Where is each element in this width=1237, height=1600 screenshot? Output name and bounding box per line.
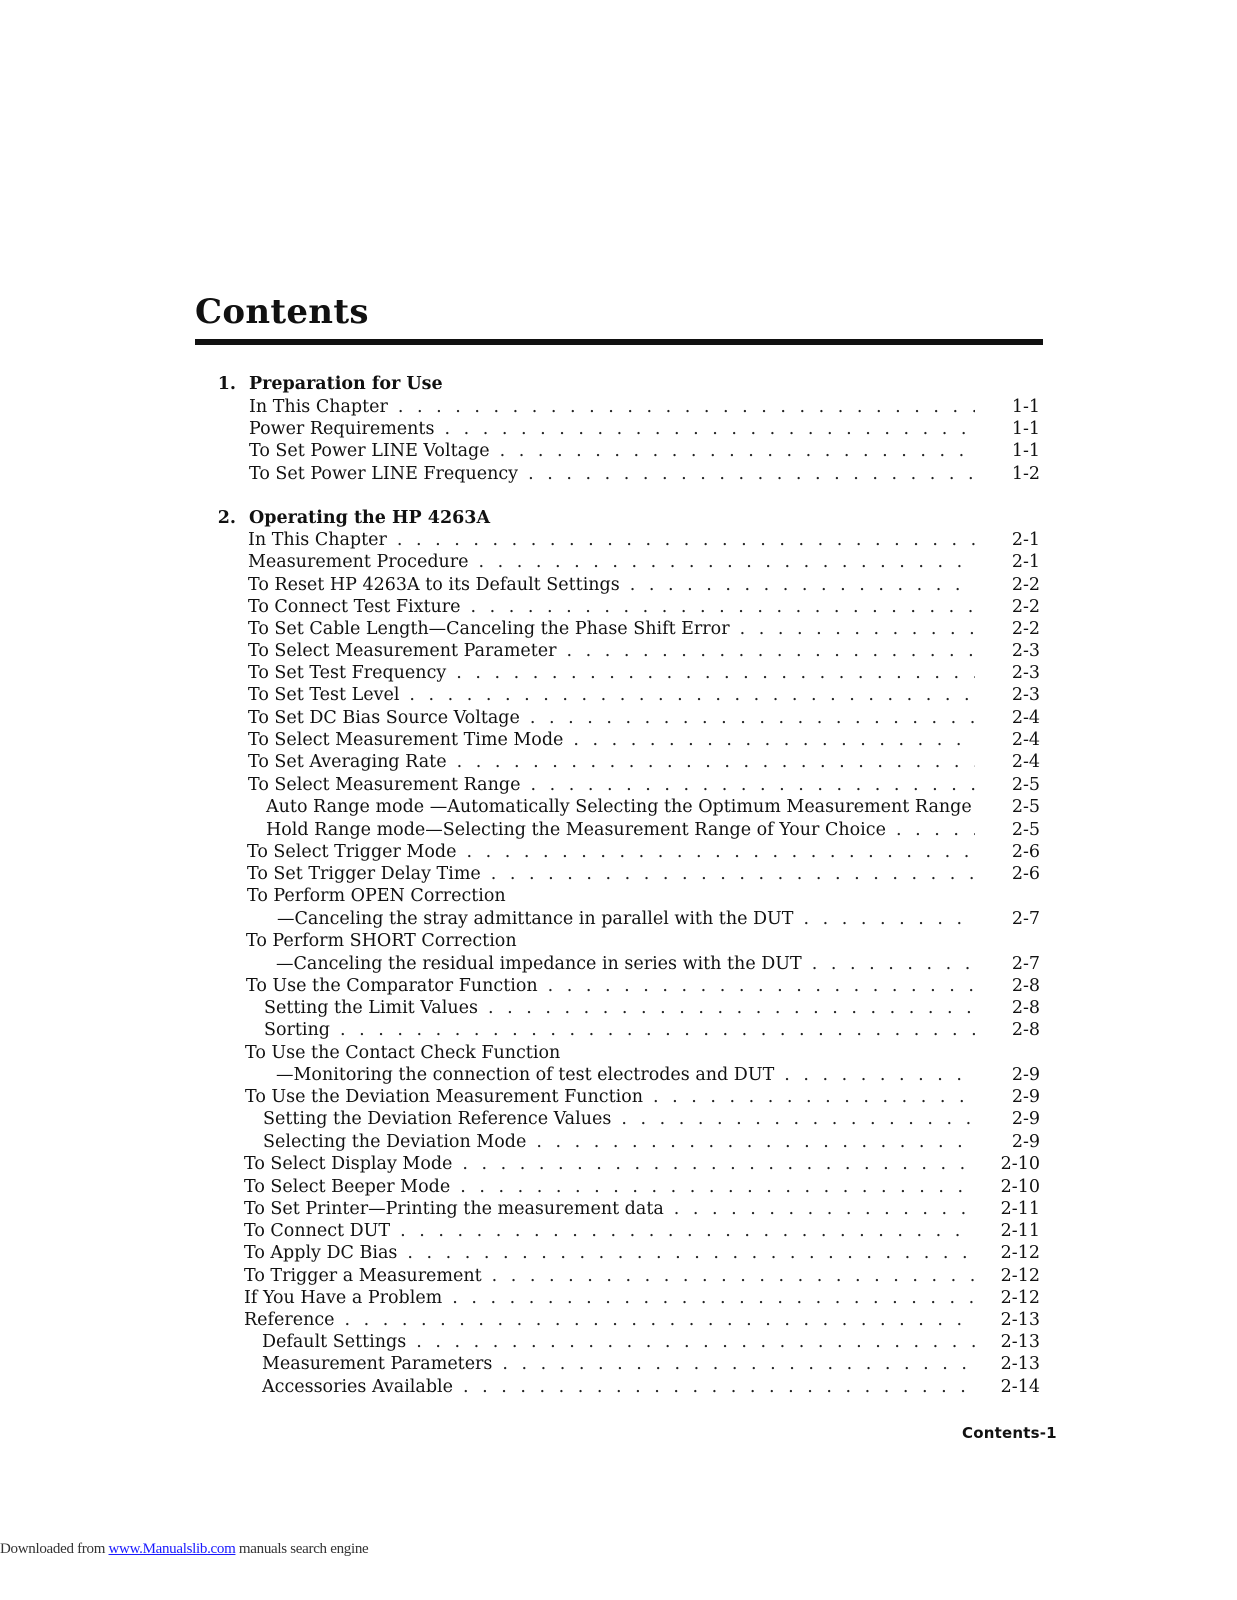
toc-entry-label: To Apply DC Bias <box>244 1242 403 1264</box>
dot-leader <box>496 440 975 462</box>
dot-leader <box>498 1353 975 1375</box>
toc-entry-page: 2-7 <box>1011 909 1040 929</box>
toc-entry[interactable] <box>0 418 1237 440</box>
dot-leader <box>448 1287 975 1309</box>
toc-entry[interactable] <box>0 1242 1237 1264</box>
toc-entry[interactable] <box>0 640 1237 662</box>
dot-leader <box>526 707 975 729</box>
dot-leader <box>563 640 975 662</box>
toc-entry-label: To Reset HP 4263A to its Default Settings <box>248 574 626 596</box>
toc-entry-page: 2-14 <box>1000 1377 1040 1397</box>
toc-entry[interactable] <box>0 885 1237 907</box>
toc-entry[interactable] <box>0 863 1237 885</box>
toc-entry-page: 1-1 <box>1011 419 1040 439</box>
dot-leader <box>405 684 975 706</box>
toc-entry[interactable] <box>0 841 1237 863</box>
toc-entry[interactable] <box>0 596 1237 618</box>
toc-entry[interactable] <box>0 1331 1237 1353</box>
toc-entry-page: 2-4 <box>1011 752 1040 772</box>
toc-entry[interactable] <box>0 908 1237 930</box>
toc-entry-label: To Select Beeper Mode <box>244 1176 456 1198</box>
toc-entry-label: To Perform SHORT Correction <box>246 930 523 952</box>
title-rule <box>195 339 1043 345</box>
toc-entry-page: 2-10 <box>1000 1154 1040 1174</box>
toc-entry-page: 2-5 <box>1011 775 1040 795</box>
dot-leader <box>569 729 975 751</box>
toc-entry-label: If You Have a Problem <box>244 1287 448 1309</box>
dot-leader <box>393 529 975 551</box>
toc-entry-label: To Use the Contact Check Function <box>245 1042 566 1064</box>
toc-entry-label: To Connect DUT <box>244 1220 396 1242</box>
toc-entry-label: Accessories Available <box>262 1376 459 1398</box>
toc-entry[interactable] <box>0 997 1237 1019</box>
toc-entry[interactable] <box>0 684 1237 706</box>
toc-entry-page: 2-12 <box>1000 1243 1040 1263</box>
toc-entry-label: To Set Printer—Printing the measurement data <box>244 1198 670 1220</box>
toc-entry[interactable] <box>0 1309 1237 1331</box>
toc-entry-page: 2-4 <box>1011 730 1040 750</box>
toc-entry[interactable] <box>0 1042 1237 1064</box>
toc-entry-label: Setting the Deviation Reference Values <box>263 1108 617 1130</box>
dot-leader <box>892 819 975 841</box>
toc-entry[interactable] <box>0 396 1237 418</box>
toc-entry[interactable] <box>0 440 1237 462</box>
dot-leader <box>459 1376 975 1398</box>
toc-entry-label: Auto Range mode —Automatically Selecting the Optimum Measurement Range <box>266 796 978 818</box>
toc-entry-page: 2-3 <box>1011 641 1040 661</box>
toc-entry[interactable] <box>0 819 1237 841</box>
dot-leader <box>440 418 975 440</box>
toc-entry[interactable] <box>0 1064 1237 1086</box>
dot-leader <box>487 863 975 885</box>
dot-leader <box>484 997 975 1019</box>
toc-entry[interactable] <box>0 729 1237 751</box>
download-note <box>0 1541 368 1558</box>
toc-entry-label: In This Chapter <box>248 529 393 551</box>
toc-entry-label: Setting the Limit Values <box>264 997 484 1019</box>
toc-entry-label: To Select Measurement Time Mode <box>248 729 569 751</box>
toc-entry-page: 2-8 <box>1011 998 1040 1018</box>
dot-leader <box>467 596 975 618</box>
toc-entry-label: To Select Measurement Parameter <box>248 640 563 662</box>
toc-entry-page: 2-5 <box>1011 820 1040 840</box>
dot-leader <box>526 774 975 796</box>
dot-leader <box>649 1086 975 1108</box>
toc-entry-label: To Select Trigger Mode <box>247 841 462 863</box>
toc-entry-label: To Set DC Bias Source Voltage <box>248 707 526 729</box>
toc-entry-page: 2-2 <box>1011 597 1040 617</box>
toc-entry[interactable] <box>0 707 1237 729</box>
download-prefix: Downloaded from <box>0 1541 109 1557</box>
toc-entry-page: 2-2 <box>1011 575 1040 595</box>
dot-leader <box>394 396 975 418</box>
toc-entry-label: To Use the Comparator Function <box>246 975 544 997</box>
toc-entry-label: To Set Cable Length—Canceling the Phase Shift Error <box>248 618 736 640</box>
toc-entry[interactable] <box>0 1086 1237 1108</box>
toc-entry-page: 2-12 <box>1000 1288 1040 1308</box>
toc-entry-page: 1-2 <box>1011 464 1040 484</box>
dot-leader <box>524 463 975 485</box>
toc-entry-page: 2-3 <box>1011 685 1040 705</box>
toc-entry[interactable] <box>0 1176 1237 1198</box>
toc-entry-label: To Set Averaging Rate <box>248 751 453 773</box>
toc-entry[interactable] <box>0 551 1237 573</box>
toc-entry-page: 2-13 <box>1000 1310 1040 1330</box>
dot-leader <box>544 975 975 997</box>
toc-entry[interactable] <box>0 1131 1237 1153</box>
toc-entry-page: 2-1 <box>1011 530 1040 550</box>
toc-entry-label: To Set Power LINE Frequency <box>249 463 524 485</box>
toc-entry-page: 2-9 <box>1011 1087 1040 1107</box>
chapter-title[interactable]: Operating the HP 4263A <box>249 508 491 528</box>
toc-entry[interactable] <box>0 774 1237 796</box>
toc-entry-page: 2-7 <box>1011 954 1040 974</box>
dot-leader <box>336 1019 975 1041</box>
dot-leader <box>462 841 975 863</box>
toc-entry-label: To Perform OPEN Correction <box>247 885 512 907</box>
toc-entry[interactable] <box>0 662 1237 684</box>
toc-entry-label: Default Settings <box>262 1331 412 1353</box>
toc-entry-label: —Monitoring the connection of test electrodes and DUT <box>276 1064 780 1086</box>
toc-entry[interactable] <box>0 1353 1237 1375</box>
toc-entry-page: 2-10 <box>1000 1177 1040 1197</box>
toc-entry-page: 2-8 <box>1011 1020 1040 1040</box>
toc-entry-page: 2-3 <box>1011 663 1040 683</box>
toc-entry-label: —Canceling the residual impedance in series with the DUT <box>276 953 808 975</box>
toc-entry[interactable] <box>0 751 1237 773</box>
dot-leader <box>403 1242 975 1264</box>
dot-leader <box>475 551 975 573</box>
toc-entry[interactable] <box>0 930 1237 952</box>
toc-entry-label: Measurement Parameters <box>262 1353 498 1375</box>
toc-entry-page: 1-1 <box>1011 397 1040 417</box>
toc-entry[interactable] <box>0 574 1237 596</box>
toc-entry-page: 2-9 <box>1011 1132 1040 1152</box>
dot-leader <box>626 574 975 596</box>
dot-leader <box>412 1331 975 1353</box>
toc-entry-label: In This Chapter <box>249 396 394 418</box>
toc-entry[interactable] <box>0 1376 1237 1398</box>
chapter-number: 1. <box>217 374 236 394</box>
toc-entry-label: To Set Trigger Delay Time <box>247 863 487 885</box>
dot-leader <box>458 1153 975 1175</box>
dot-leader <box>736 618 975 640</box>
toc-entry-label: Power Requirements <box>249 418 440 440</box>
toc-entry-page: 2-12 <box>1000 1266 1040 1286</box>
toc-entry-label: To Select Measurement Range <box>248 774 526 796</box>
toc-entry[interactable] <box>0 1198 1237 1220</box>
dot-leader <box>488 1265 975 1287</box>
toc-entry-page: 2-6 <box>1011 864 1040 884</box>
toc-entry-label: —Canceling the stray admittance in parallel with the DUT <box>277 908 799 930</box>
toc-entry-page: 2-2 <box>1011 619 1040 639</box>
toc-entry[interactable] <box>0 953 1237 975</box>
toc-entry[interactable] <box>0 529 1237 551</box>
toc-entry-page: 2-11 <box>1000 1199 1040 1219</box>
dot-leader <box>532 1131 975 1153</box>
toc-entry[interactable] <box>0 1019 1237 1041</box>
toc-entry-page: 2-9 <box>1011 1065 1040 1085</box>
dot-leader <box>780 1064 975 1086</box>
toc-entry-label: Measurement Procedure <box>248 551 475 573</box>
toc-entry-label: Sorting <box>264 1019 336 1041</box>
toc-entry-label: Reference <box>244 1309 341 1331</box>
download-suffix: manuals search engine <box>235 1541 369 1557</box>
toc-entry-page: 2-8 <box>1011 976 1040 996</box>
toc-entry-page: 1-1 <box>1011 441 1040 461</box>
dot-leader <box>453 751 975 773</box>
toc-entry[interactable] <box>0 1153 1237 1175</box>
toc-entry[interactable] <box>0 1220 1237 1242</box>
toc-entry[interactable] <box>0 1287 1237 1309</box>
toc-entry-label: To Select Display Mode <box>244 1153 458 1175</box>
toc-entry-page: 2-13 <box>1000 1332 1040 1352</box>
toc-entry-page: 2-13 <box>1000 1354 1040 1374</box>
toc-entry-label: Hold Range mode—Selecting the Measurement Range of Your Choice <box>266 819 892 841</box>
chapter-title[interactable]: Preparation for Use <box>249 374 443 394</box>
manualslib-link[interactable]: www.Manualslib.com <box>108 1541 236 1557</box>
toc-entry[interactable] <box>0 463 1237 485</box>
toc-entry[interactable] <box>0 618 1237 640</box>
toc-entry-label: To Use the Deviation Measurement Function <box>245 1086 649 1108</box>
toc-entry-label: Selecting the Deviation Mode <box>263 1131 532 1153</box>
toc-entry-label: To Trigger a Measurement <box>244 1265 488 1287</box>
toc-entry[interactable] <box>0 796 1237 818</box>
dot-leader <box>670 1198 975 1220</box>
dot-leader <box>617 1108 975 1130</box>
dot-leader <box>396 1220 975 1242</box>
chapter-number: 2. <box>217 508 236 528</box>
toc-entry[interactable] <box>0 1108 1237 1130</box>
toc-entry-label: To Set Test Frequency <box>248 662 452 684</box>
toc-entry-label: To Set Power LINE Voltage <box>249 440 496 462</box>
toc-entry-label: To Connect Test Fixture <box>248 596 467 618</box>
dot-leader <box>341 1309 975 1331</box>
toc-entry-label: To Set Test Level <box>248 684 405 706</box>
toc-entry-page: 2-5 <box>1011 797 1040 817</box>
page-number-label: Contents-1 <box>962 1424 1057 1442</box>
dot-leader <box>456 1176 975 1198</box>
chapter-heading <box>0 373 1237 395</box>
toc-entry[interactable] <box>0 975 1237 997</box>
toc-entry[interactable] <box>0 1265 1237 1287</box>
dot-leader <box>808 953 975 975</box>
toc-entry-page: 2-4 <box>1011 708 1040 728</box>
toc-entry-page: 2-11 <box>1000 1221 1040 1241</box>
toc-entry-page: 2-9 <box>1011 1109 1040 1129</box>
dot-leader <box>452 662 975 684</box>
page-title: Contents <box>195 292 369 332</box>
chapter-heading <box>0 507 1237 529</box>
toc-entry-page: 2-6 <box>1011 842 1040 862</box>
toc-entry-page: 2-1 <box>1011 552 1040 572</box>
dot-leader <box>799 908 975 930</box>
